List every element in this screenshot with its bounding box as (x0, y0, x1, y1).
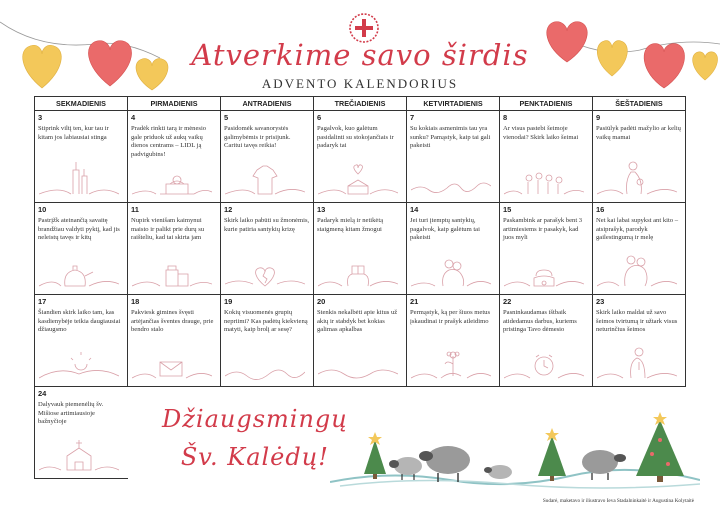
credits-text: Sudarė, maketavo ir iliustravo Ieva Stadalninkaitė ir Augustina Kolytaitė (542, 498, 694, 504)
weekday-header: PENKTADIENIS (499, 96, 592, 111)
family-icon (504, 156, 584, 198)
day-cell (127, 295, 220, 387)
day-number: 13 (317, 205, 326, 214)
sheep-icon (582, 450, 626, 480)
greeting-line-1: Džiaugsmingų (162, 405, 348, 433)
day-number: 7 (410, 113, 415, 122)
day-cell (313, 203, 406, 295)
day-number: 5 (224, 113, 229, 122)
day-cell (499, 111, 592, 203)
day-cell (220, 111, 313, 203)
day-cell (220, 295, 313, 387)
day-number: 11 (131, 205, 139, 214)
day-number: 6 (317, 113, 322, 122)
day-cell (592, 295, 686, 387)
envelope-icon (132, 340, 212, 382)
page-title: Atverkime savo širdis (191, 38, 529, 72)
day-number: 10 (38, 205, 47, 214)
day-number: 19 (224, 297, 233, 306)
winter-scene-illustration (330, 410, 700, 490)
day-cell (34, 387, 128, 479)
sun-over-hill-icon (39, 340, 119, 382)
day-cell (34, 111, 127, 203)
day-number: 20 (317, 297, 326, 306)
day-task: Permąstyk, ką per šiuos metus įskaudinai ir prašyk atleidimo (410, 309, 491, 325)
weekday-header: SEKMADIENIS (34, 96, 127, 111)
praying-person-icon (597, 340, 677, 382)
weekday-header: KETVIRTADIENIS (406, 96, 499, 111)
day-cell (313, 295, 406, 387)
day-cell (406, 111, 499, 203)
gift-box-heart-icon (318, 156, 398, 198)
tshirt-icon (225, 156, 305, 198)
day-cell (592, 111, 686, 203)
day-number: 18 (131, 297, 140, 306)
weekday-header: PIRMADIENIS (127, 96, 220, 111)
day-number: 21 (410, 297, 419, 306)
weekday-header: ŠEŠTADIENIS (592, 96, 686, 111)
day-number: 22 (503, 297, 512, 306)
day-number: 4 (131, 113, 136, 122)
day-cell (127, 111, 220, 203)
day-cell (127, 203, 220, 295)
day-task: Stiprink viltį ten, kur tau ir kitam jos labiausiai stinga (38, 125, 109, 141)
day-task: Su kokiais asmenimis tau yra sunku? Pamąstyk, kaip tai gali pakeisti (410, 125, 491, 150)
calendar-week-row (34, 203, 686, 295)
wavy-line-doodle (225, 340, 305, 382)
weekday-header-row (34, 96, 686, 111)
weekday-header: ANTRADIENIS (220, 96, 313, 111)
christmas-tree-icon (636, 412, 684, 482)
day-cell (406, 203, 499, 295)
day-cell (34, 295, 127, 387)
day-task: Pasninkaudamas ištbaik atidedamus darbus, kuriems pristinga Tavo dėmesio (503, 309, 577, 334)
day-task: Pradėk rinkti tarą ir mėnesio gale priduok už aukų vaikų dienos centrams – LIDL ją padvigubins! (131, 125, 207, 158)
flower-in-hand-icon (411, 340, 491, 382)
church-icon (39, 432, 119, 474)
weekday-header: TREČIADIENIS (313, 96, 406, 111)
day-number: 17 (38, 297, 47, 306)
day-task: Ar visus pastebi šeimoje vienodai? Skirk laiko šeimai (503, 125, 579, 141)
day-number: 12 (224, 205, 233, 214)
day-task: Skirk laiko pabūti su žmonėmis, kurie patiria santykių krizę (224, 217, 310, 233)
kettle-icon (39, 248, 119, 290)
day-task: Stenkis nekalbėti apie kitus už akių ir stabdyk bet kokias galimas apkalbas (317, 309, 398, 334)
calendar-week-row (34, 295, 686, 387)
day-task: Padaryk mielą ir netikėtą staigmeną kitam žmogui (317, 217, 384, 233)
day-cell (34, 203, 127, 295)
wavy-line-doodle (411, 156, 491, 198)
day-number: 15 (503, 205, 512, 214)
embracing-people-icon (597, 248, 677, 290)
greeting-line-2: Šv. Kalėdų! (180, 443, 329, 471)
telephone-icon (504, 248, 584, 290)
day-number: 14 (410, 205, 419, 214)
day-number: 24 (38, 389, 47, 398)
day-number: 8 (503, 113, 508, 122)
christmas-tree-icon (364, 432, 386, 479)
alarm-clock-icon (504, 340, 584, 382)
day-task: Pagalvok, kuo galėtum pasidalinti su stokojančiais ir padaryk tai (317, 125, 394, 150)
mother-child-icon (597, 156, 677, 198)
day-number: 3 (38, 113, 43, 122)
day-cell (406, 295, 499, 387)
person-at-table-icon (132, 156, 212, 198)
page-subtitle: ADVENTO KALENDORIUS (261, 76, 459, 91)
wavy-line-doodle (318, 340, 398, 382)
sheep-icon (484, 465, 512, 479)
day-cell (499, 295, 592, 387)
broken-heart-icon (225, 248, 305, 290)
day-number: 16 (596, 205, 605, 214)
day-task: Pasiūlyk padėti mažylio ar kelių vaikų mamai (596, 125, 681, 141)
day-task: Pasidomėk savanorystės galimybėmis ir prisijunk. Caritui tavęs reikia! (224, 125, 291, 150)
christmas-tree-icon (538, 428, 566, 481)
hugging-people-icon (411, 248, 491, 290)
day-number: 9 (596, 113, 601, 122)
day-task: Net kai labai supykst ant kito – atsiprašyk, parodyk gailestingumą ir melę (596, 217, 679, 242)
day-task: Pakviesk gimines švęsti artėjančias šventes drauge, prie bendro stalo (131, 309, 214, 334)
day-cell (313, 111, 406, 203)
day-task: Skirk laiko maldai už savo šeimos tvirtumą ir užtark visus neturinčius šeimos (596, 309, 678, 334)
day-task: Nupirk vienišam kaimynui maisto ir palikt prie durų su raišteliu, kad tai skirta jam (131, 217, 205, 242)
day-cell (220, 203, 313, 295)
christmas-greeting (162, 400, 348, 476)
candles-icon (39, 156, 119, 198)
day-cell (499, 203, 592, 295)
day-task: Paskambink ar parašyk bent 3 artimiesiems ir pasakyk, kad juos myli (503, 217, 583, 242)
hands-holding-gift-icon (318, 248, 398, 290)
day-number: 23 (596, 297, 605, 306)
day-task: Jei turi įtemptų santykių, pagalvok, kaip galėtum tai pakeisti (410, 217, 480, 242)
calendar-week-row (34, 111, 686, 203)
day-cell (592, 203, 686, 295)
day-task: Dalyvauk piemenėlių šv. Mišiose artimiausioje bažnyčioje (38, 401, 104, 426)
day-task: Šiandien skirk laiko tam, kas kasdienybėje teikia daugiausiai džiaugsmo (38, 309, 121, 334)
grocery-bags-icon (132, 248, 212, 290)
day-task: Pastrįžk ateinančią savaitę brandžiau valdyti pyktį, kad jis neleistų tavęs ir kitų (38, 217, 120, 242)
day-task: Kokių visuomenės grupių nepriimi? Kas padėtų kiekvieną matyti, kaip brolį ar sesę? (224, 309, 308, 334)
